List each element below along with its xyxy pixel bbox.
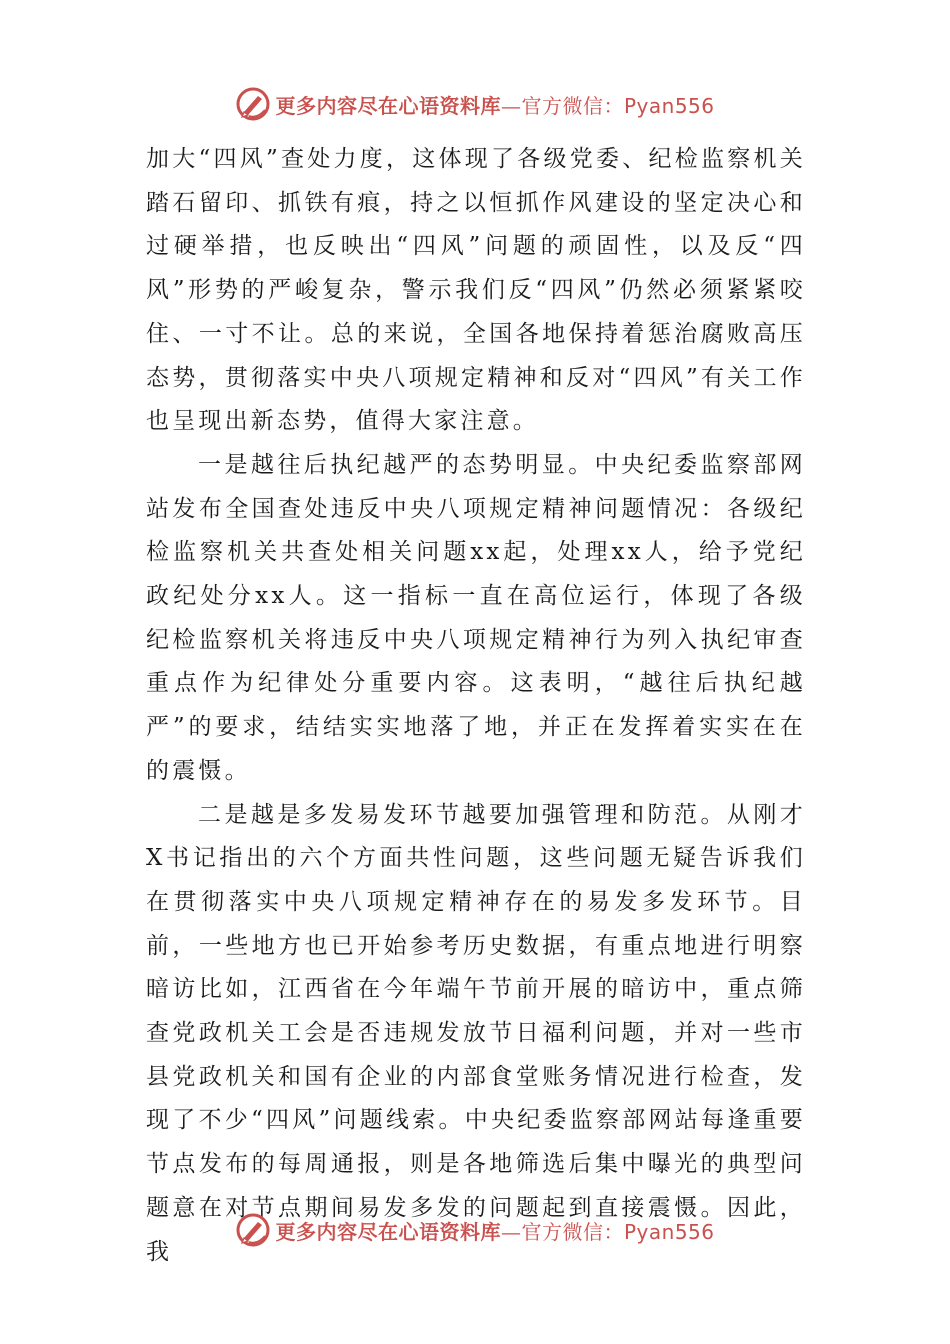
footer-banner-text: [275, 1216, 714, 1245]
footer-banner: [0, 1210, 950, 1250]
paragraph-2: 一是越往后执纪越严的态势明显。中央纪委监察部网站发布全国查处违反中央八项规定精神问题情况：各级纪检监察机关共查处相关问题xx起，处理xx人，给予党纪政纪处分xx人。这一指标一直在高位运行，体现了各级纪检监察机关将违反中央八项规定精神行为列入执纪审查重点作为纪律处分重要内容。这表明，“越往后执纪越严”的要求，结结实实地落了地，并正在发挥着实实在在的震慑。: [146, 451, 806, 784]
document-body: [146, 138, 806, 1274]
header-wechat-label: 官方微信：: [521, 93, 624, 118]
footer-brand: 更多内容尽在心语资料库: [275, 1219, 501, 1244]
pen-logo-icon: [235, 86, 271, 122]
header-banner: [0, 84, 950, 124]
footer-wechat-label: 官方微信：: [521, 1219, 624, 1244]
paragraph-3: 二是越是多发易发环节越要加强管理和防范。从刚才X书记指出的六个方面共性问题，这些问题无疑告诉我们在贯彻落实中央八项规定精神存在的易发多发环节。目前，一些地方也已开始参考历史数据，有重点地进行明察暗访比如，江西省在今年端午节前开展的暗访中，重点筛查党政机关工会是否违规发放节日福利问题，并对一些市县党政机关和国有企业的内部食堂账务情况进行检查，发现了不少“四风”问题线索。中央纪委监察部网站每逢重要节点发布的每周通报，则是各地筛选后集中曝光的典型问题意在对节点期间易发多发的问题起到直接震慑。因此，我: [146, 801, 806, 1265]
pen-logo-icon: [235, 1212, 271, 1248]
header-brand: 更多内容尽在心语资料库: [275, 93, 501, 118]
header-separator: —: [500, 93, 522, 118]
paragraph-1: 加大“四风”查处力度，这体现了各级党委、纪检监察机关踏石留印、抓铁有痕，持之以恒抓作风建设的坚定决心和过硬举措，也反映出“四风”问题的顽固性，以及反“四风”形势的严峻复杂，警示我们反“四风”仍然必须紧紧咬住、一寸不让。总的来说，全国各地保持着惩治腐败高压态势，贯彻落实中央八项规定精神和反对“四风”有关工作也呈现出新态势，值得大家注意。: [146, 146, 806, 435]
footer-separator: —: [500, 1219, 522, 1244]
footer-wechat-id: Pyan556: [623, 1219, 715, 1244]
header-wechat-id: Pyan556: [623, 93, 715, 118]
header-banner-text: [275, 90, 714, 119]
